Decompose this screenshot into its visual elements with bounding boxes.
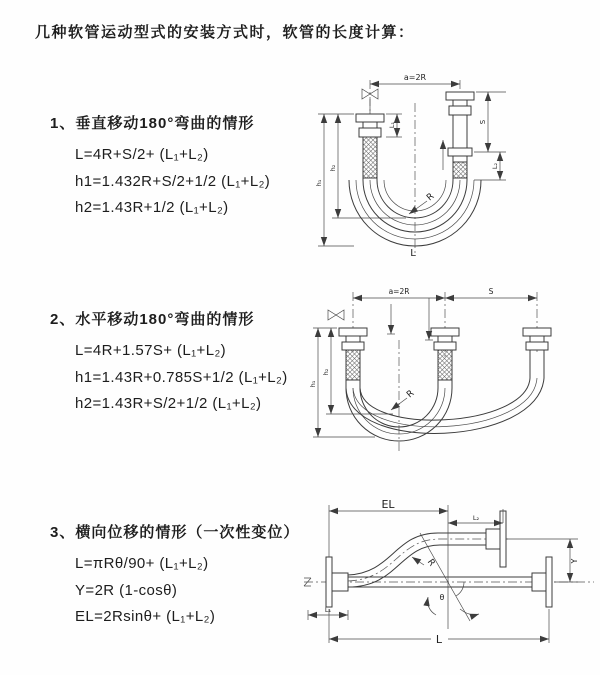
formula-s2-L: L=4R+1.57S+ (L₁+L₂) bbox=[75, 342, 227, 359]
formula-s1-h2: h2=1.43R+1/2 (L₁+L₂) bbox=[75, 199, 229, 216]
formula-s2-h2: h2=1.43R+S/2+1/2 (L₁+L₂) bbox=[75, 395, 262, 412]
dim-label-s: S bbox=[479, 119, 487, 125]
section-2-heading: 2、水平移动180°弯曲的情形 bbox=[50, 311, 255, 328]
section-vertical-movement bbox=[50, 112, 350, 222]
section-3-heading: 3、横向位移的情形（一次性变位） bbox=[50, 524, 300, 541]
diagram-vertical-180-bend bbox=[310, 68, 580, 258]
dim-label-h2: h₂ bbox=[329, 164, 337, 172]
dim-label-l2: L₂ bbox=[472, 514, 480, 522]
hose-moved bbox=[346, 378, 544, 433]
formula-s2-h1: h1=1.43R+0.785S+1/2 (L₁+L₂) bbox=[75, 368, 288, 386]
dim-label-y: Y bbox=[570, 558, 579, 564]
dim-label-h1: h₁ bbox=[309, 380, 317, 388]
diagram-horizontal-180-bend bbox=[305, 282, 600, 462]
formula-s3-Y: Y=2R (1-cosθ) bbox=[75, 581, 178, 599]
moved-fitting bbox=[523, 328, 551, 378]
dim-label-a2r: a=2R bbox=[388, 287, 410, 296]
radius-label: R bbox=[424, 557, 437, 569]
dim-label-h2: h₂ bbox=[322, 368, 330, 376]
middle-fitting bbox=[431, 328, 459, 380]
dim-label-s: S bbox=[488, 287, 494, 296]
formula-s1-L: L=4R+S/2+ (L₁+L₂) bbox=[75, 146, 209, 163]
valve-icon bbox=[328, 310, 344, 320]
dim-label-a2r: a=2R bbox=[403, 73, 427, 82]
radius-label: R bbox=[405, 388, 417, 401]
section-1-heading: 1、垂直移动180°弯曲的情形 bbox=[50, 115, 255, 132]
dim-label-h1: h₁ bbox=[315, 179, 323, 187]
left-fitting bbox=[339, 328, 367, 380]
formula-s3-L: L=πRθ/90+ (L₁+L₂) bbox=[75, 555, 209, 572]
dim-label-l1: L₁ bbox=[388, 121, 396, 129]
dim-label-L: L bbox=[435, 633, 443, 646]
dim-label-l1: L₁ bbox=[324, 606, 332, 614]
formula-s1-h1: h1=1.432R+S/2+1/2 (L₁+L₂) bbox=[75, 172, 271, 190]
radius-label: R bbox=[425, 191, 437, 204]
braided-hose-section bbox=[363, 137, 377, 178]
diagram-lateral-displacement bbox=[298, 497, 598, 657]
page-title: 几种软管运动型式的安装方式时，软管的长度计算： bbox=[35, 24, 415, 41]
dim-label-l2: L₂ bbox=[491, 162, 499, 170]
formula-s3-EL: EL=2Rsinθ+ (L₁+L₂) bbox=[75, 608, 216, 625]
dim-label-el: EL bbox=[381, 498, 395, 511]
hose-displaced bbox=[348, 533, 486, 575]
dim-label-L: L bbox=[410, 248, 416, 258]
angle-label: θ bbox=[439, 593, 445, 602]
right-flange bbox=[546, 557, 552, 607]
left-flange bbox=[326, 557, 332, 607]
